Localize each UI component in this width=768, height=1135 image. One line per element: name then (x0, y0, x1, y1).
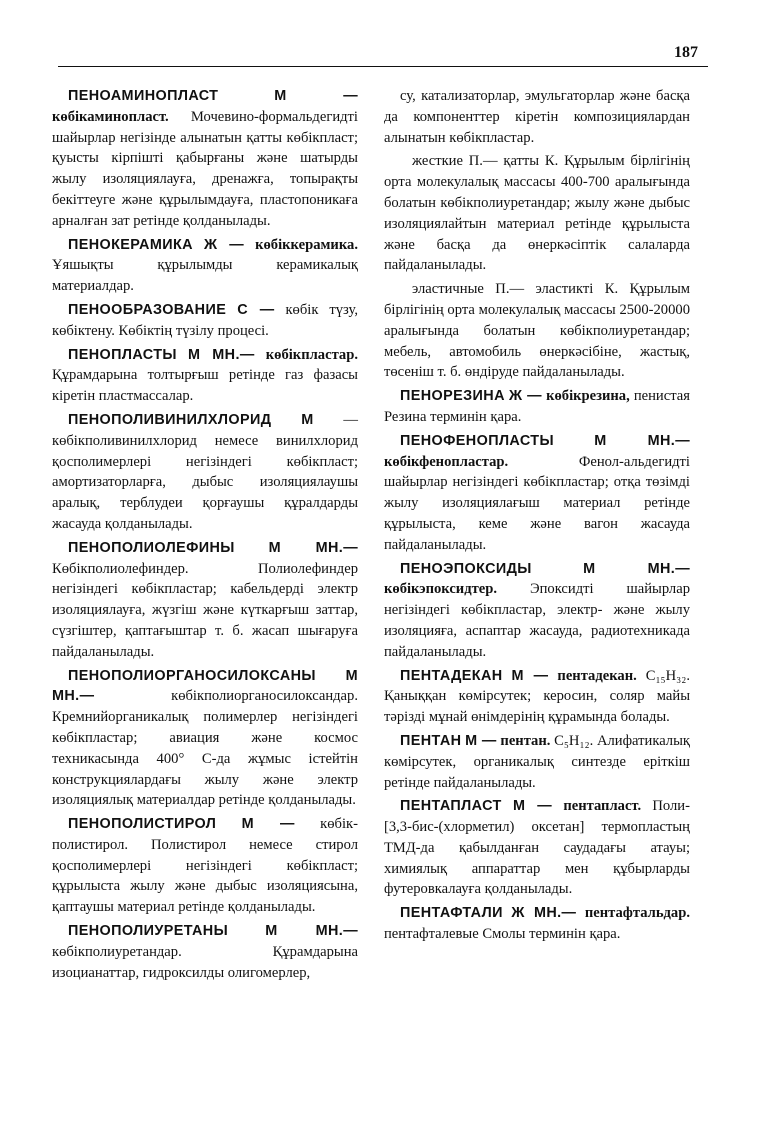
dictionary-entry (384, 559, 690, 663)
entry-headword: ПЕНОПЛАСТЫ (68, 346, 177, 363)
entry-headword: ПЕНОАМИНОПЛАСТ (68, 88, 219, 104)
entry-headword: ПЕНТАФТАЛИ (400, 905, 503, 922)
entry-grammar: М МН.— (268, 539, 358, 556)
entry-headword: ПЕНООБРАЗОВАНИЕ (68, 301, 227, 318)
dictionary-entry (52, 345, 358, 407)
entry-grammar: М МН.— (594, 432, 690, 449)
entry-definition: C₅H₁₂. Алифатикалық көмірсутек, органикалық синтезде еріткіш ретінде пайдаланылады. (384, 732, 690, 791)
entry-definition: жесткие П.— қатты К. Құрылым бірлігінің орта молекулалық массасы 400-700 аралығында болатын көбікполиуретандар; жылу және дыбыс изоляциялайтын материал ретінде құрылыста және басқа да өнеркәсіптік салаларда пайдаланылады. (384, 153, 690, 274)
page-number: 187 (674, 44, 698, 61)
dictionary-entry (52, 235, 358, 297)
dictionary-entry (52, 814, 358, 918)
entry-definition: Эпоксидті шайырлар негізіндегі көбікпластар, электр- және жылу изоляцияға, аспаптар жасауда, радиотехникада пайдаланылады. (384, 581, 690, 660)
entry-grammar: М — (512, 798, 553, 815)
dictionary-entry (384, 386, 690, 428)
entry-headword: ПЕНОПОЛИВИНИЛХЛОРИД (68, 411, 272, 428)
entry-headword: ПЕНОКЕРАМИКА (68, 236, 193, 253)
entry-definition: Поли- [3,3-бис-(хлорметил) оксетан] термопластың ТМД-да қабылданған саудадағы атауы; химиялық аппараттар мен құбырларды футеровкалауға қолданылады. (384, 798, 690, 898)
entry-definition: көбік-полистирол. Полистирол немесе стирол қосполимерлері негізіндегі көбікпласт; құрылыста жылу және дыбыс изоляциясына, қаптаушы материал ретінде қолданылады. (52, 816, 358, 916)
entry-definition: Фенол-альдегидті шайырлар негізіндегі көбікпластар; отқа төзімді жылу изоляциялағыш материал ретінде құрылыста, кеме және вагон жасауда пайдаланылады. (384, 453, 690, 553)
entry-translation: көбікаминопласт. (52, 108, 169, 125)
entry-headword: ПЕНОПОЛИОРГАНОСИЛОКСАНЫ (68, 667, 316, 684)
dictionary-entry (52, 921, 358, 983)
entry-headword: ПЕНОФЕНОПЛАСТЫ (400, 432, 554, 449)
dictionary-entry (52, 410, 358, 535)
entry-headword: ПЕНОЭПОКСИДЫ (400, 560, 532, 577)
entry-grammar: М — (511, 667, 549, 684)
entry-translation: пентафтальдар. (584, 905, 690, 922)
dictionary-entry (384, 86, 690, 148)
entry-grammar: Ж МН.— (511, 905, 577, 922)
entry-translation: пентан. (500, 732, 551, 749)
dictionary-entry (384, 666, 690, 728)
entry-headword: ПЕНТАН (400, 732, 462, 749)
entry-definition: Ұяшықты құрылымды керамикалық материалдар. (52, 257, 358, 295)
entry-grammar: М МН.— (52, 667, 358, 705)
entry-definition: су, катализаторлар, эмульгаторлар және басқа да компоненттер кіретін композициялардан алынатын көбікпластар. (384, 88, 690, 146)
entry-definition: көбікполиуретандар. Құрамдарына изоцианаттар, гидроксилды олигомерлер, (52, 943, 358, 981)
dictionary-entry (52, 538, 358, 663)
entry-headword: ПЕНОРЕЗИНА (400, 388, 505, 405)
entry-definition: пенистая Резина терминін қара. (384, 388, 690, 425)
entry-translation: көбікфенопластар. (384, 453, 509, 470)
entry-definition: эластичные П.— эластикті К. Құрылым бірлігінің орта молекулалық массасы 2500-20000 аралығында болатын көбікполиуретандар; мебель, автомобиль өнеркәсібіне, жастық, төсеніш т. б. өндіруде пайдаланылады. (384, 281, 690, 381)
dictionary-entry (384, 151, 690, 276)
dictionary-entry (384, 796, 690, 900)
entry-definition: пентафталевые Смолы терминін қара. (384, 926, 621, 943)
entry-definition: Құрамдарына толтырғыш ретінде газ фазасы кіретін пластмассалар. (52, 367, 358, 405)
entry-grammar: М МН.— (188, 346, 255, 363)
entry-headword: ПЕНОПОЛИСТИРОЛ (68, 816, 217, 833)
right-column (384, 86, 690, 948)
entry-definition: — көбікполивинилхлорид немесе винилхлорид қосполимерлері негізіндегі көбікпласт; амортизаторларға, дыбыс изоляциялаушы аралық, терблудеи қорғаушы құралдарды жасауда қолданылады. (52, 411, 358, 532)
entry-grammar: Ж — (508, 388, 542, 405)
dictionary-entry (52, 86, 358, 232)
entry-translation: пентапласт. (563, 798, 642, 815)
entry-grammar: М МН.— (583, 560, 690, 577)
entry-grammar: М — (274, 88, 358, 104)
dictionary-entry (52, 300, 358, 342)
entry-grammar: Ж — (204, 236, 245, 253)
entry-translation: көбіккерамика. (255, 236, 358, 253)
left-column (52, 86, 358, 986)
entry-translation: пентадекан. (557, 667, 637, 684)
dictionary-entry (52, 666, 358, 812)
entry-translation: көбікэпоксидтер. (384, 581, 498, 598)
entry-definition: Көбікполиолефиндер. Полиолефиндер негізіндегі көбікпластар; кабельдерді электр изоляциялауға, жүзгіш және күткарғыш заттар, сүзгіштер, қаптағыштар т. б. жасап шығаруға пайдаланылады. (52, 560, 358, 660)
entry-grammar: М (301, 411, 314, 428)
entry-translation: көбікрезина, (546, 388, 630, 405)
entry-definition: Мочевино-формальдегидті шайырлар негізінде алынатын қатты көбікпласт; қуысты кірпішті қабырғаны және шатырды жылу изоляциялауға, дренажға, топырақты бекіттеуге және құрылымдауға, пластопоникаға арналған зат ретінде қолданылады. (52, 108, 358, 229)
dictionary-entry (384, 731, 690, 793)
header-rule (58, 66, 708, 67)
entry-definition: C₁₅H₃₂. Қаныққан көмірсутек; керосин, соляр майы тәрізді мұнай өнімдерінің құрамында болады. (384, 667, 690, 726)
entry-headword: ПЕНТАДЕКАН (400, 667, 503, 684)
entry-grammar: М — (241, 816, 295, 833)
entry-headword: ПЕНТАПЛАСТ (400, 798, 502, 815)
entry-definition: көбік түзу, көбіктену. Көбіктің түзілу процесі. (52, 301, 358, 339)
entry-grammar: С — (237, 301, 275, 318)
entry-translation: көбікпластар. (265, 346, 358, 363)
entry-headword: ПЕНОПОЛИОЛЕФИНЫ (68, 539, 235, 556)
dictionary-entry (384, 279, 690, 383)
entry-grammar: М МН.— (265, 923, 358, 940)
entry-headword: ПЕНОПОЛИУРЕТАНЫ (68, 923, 229, 940)
dictionary-entry (384, 903, 690, 945)
entry-grammar: М — (465, 732, 497, 749)
dictionary-entry (384, 431, 690, 556)
entry-definition: көбікполиорганосилоксандар. Кремнийорганикалық полимерлер негізіндегі көбікпластар; авиация және космос техникасында 400° С-да жұмыс істейтін конструкциялардағы жылу және электр изоляциялық материалдар ретінде қолданылады. (52, 688, 358, 809)
